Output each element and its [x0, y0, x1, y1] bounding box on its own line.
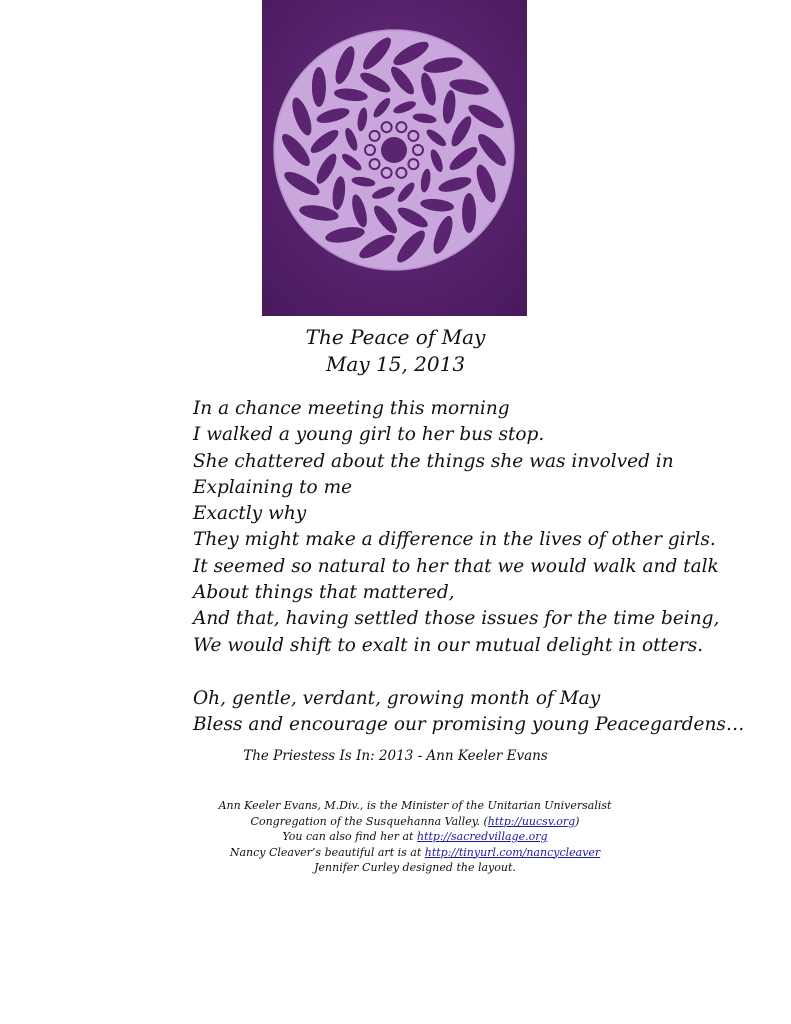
poem-line: Oh, gentle, verdant, growing month of May — [193, 687, 601, 709]
credit-text: ) — [575, 814, 580, 828]
poem-line: And that, having settled those issues for the time being, — [193, 608, 720, 630]
credit-text: Congregation of the Susquehanna Valley. ( — [250, 814, 488, 828]
paper-cut-mandala-image — [262, 0, 527, 316]
poem-title: The Peace of May — [305, 325, 486, 349]
nancycleaver-link[interactable]: http://tinyurl.com/nancycleaver — [424, 845, 601, 859]
uucsv-link[interactable]: http://uucsv.org — [487, 814, 576, 828]
credit-line-layout: Jennifer Curley designed the layout. — [314, 861, 516, 874]
poem-date: May 15, 2013 — [325, 352, 466, 376]
poem-line: About things that mattered, — [193, 582, 455, 604]
poem-line: It seemed so natural to her that we would walk and talk — [193, 555, 719, 577]
poem-line: Bless and encourage our promising young Peacegardens… — [193, 714, 745, 736]
mandala-artwork — [262, 0, 527, 316]
credit-line-minister: Ann Keeler Evans, M.Div., is the Minister of the Unitarian Universalist — [218, 799, 612, 812]
credit-line-congregation — [0, 814, 791, 830]
stanza-break — [193, 659, 744, 686]
credit-line-sacredvillage — [0, 829, 791, 845]
poem-line: Exactly why — [193, 503, 307, 525]
attribution-line: The Priestess Is In: 2013 - Ann Keeler Evans — [243, 748, 548, 764]
poem-line: In a chance meeting this morning — [193, 398, 510, 419]
credits-block — [0, 798, 791, 876]
credit-text: You can also find her at — [282, 830, 417, 843]
poem-line: They might make a difference in the lives of other girls. — [193, 529, 716, 551]
credit-text: Nancy Cleaver’s beautiful art is at — [229, 845, 425, 859]
sacredvillage-link[interactable]: http://sacredvillage.org — [416, 830, 548, 843]
poem-line: We would shift to exalt in our mutual delight in otters. — [193, 634, 704, 656]
poem-line: Explaining to me — [193, 476, 353, 498]
credit-line-art — [0, 845, 791, 861]
poem-line: She chattered about the things she was involved in — [193, 450, 674, 472]
poem-body — [193, 396, 744, 739]
poem-line: I walked a young girl to her bus stop. — [193, 424, 545, 446]
